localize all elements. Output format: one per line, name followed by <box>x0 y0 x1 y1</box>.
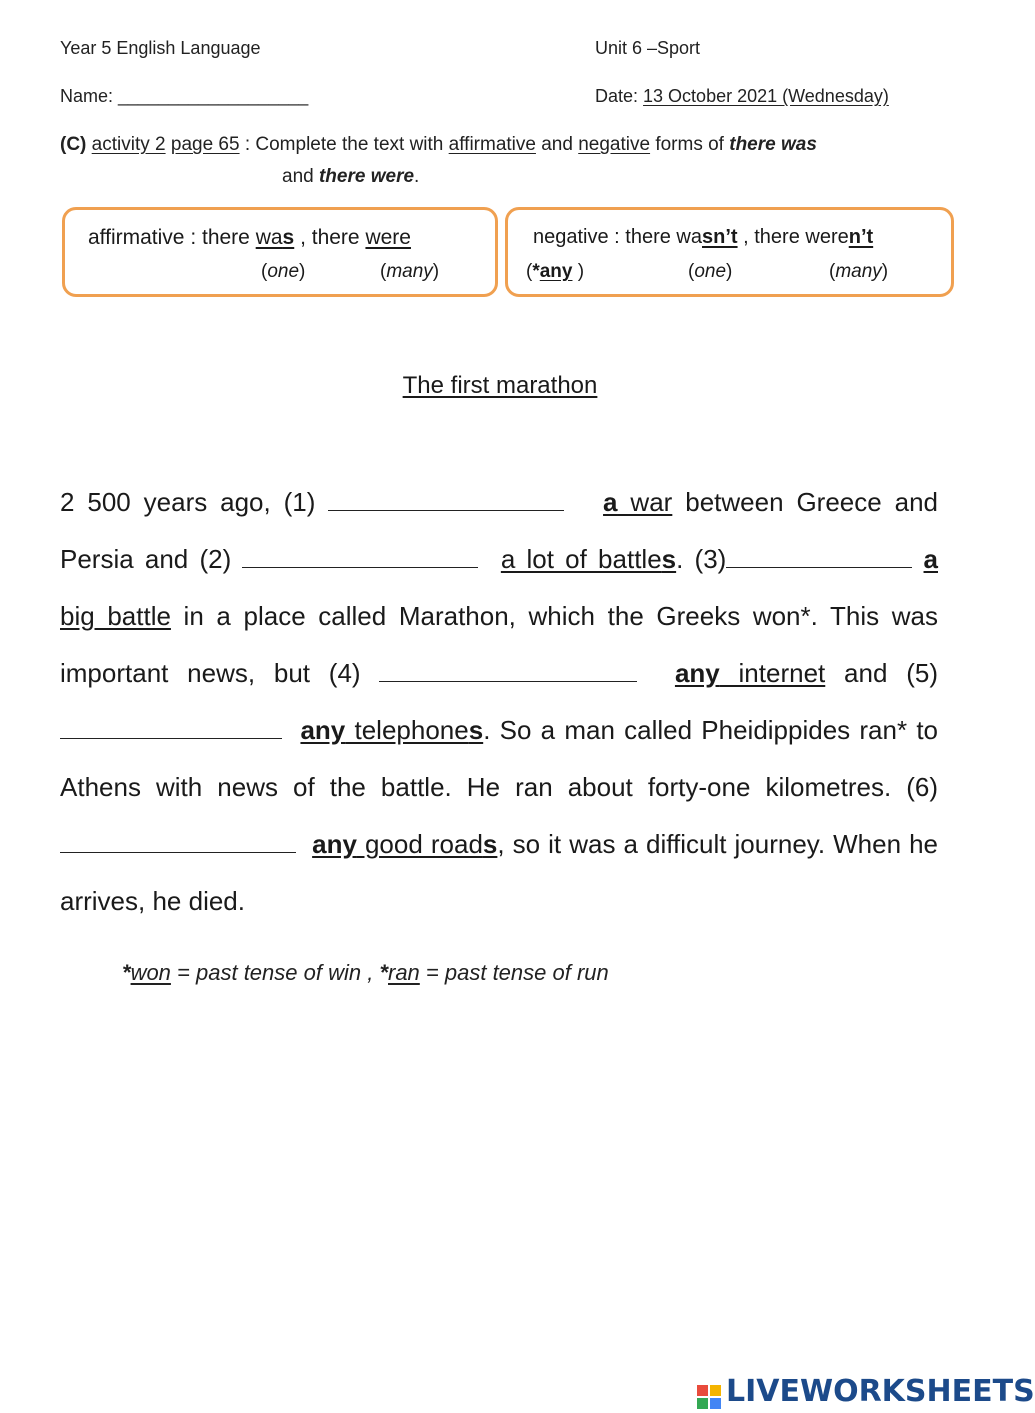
hint-any-3: any <box>312 829 357 859</box>
blank-4[interactable] <box>379 661 637 682</box>
footnote-star-1: * <box>122 960 131 985</box>
hint-tele: telephone <box>345 715 469 745</box>
instruction-and: and <box>535 134 579 155</box>
hint-internet <box>675 658 825 688</box>
affirmative-was <box>256 226 295 249</box>
unit-title: Unit 6 –Sport <box>595 38 701 58</box>
blank-2[interactable] <box>242 547 478 568</box>
instruction-and-2: and <box>282 166 319 187</box>
blank-1[interactable] <box>328 490 564 511</box>
blank-3[interactable] <box>726 547 912 568</box>
hint-war: war <box>617 487 673 517</box>
logo-text: LIVEWORKSHEETS <box>726 1374 1035 1409</box>
part-label: (C) <box>60 134 87 155</box>
negative-many-hint: (many) <box>829 261 889 282</box>
page-ref: page 65 <box>170 134 240 155</box>
blank-5[interactable] <box>60 718 282 739</box>
affirmative-one-hint: (one) <box>261 261 306 282</box>
hint-any-2: any <box>300 715 346 745</box>
blank-6[interactable] <box>60 832 296 853</box>
negative-rule <box>533 226 873 249</box>
hint-lot-s: s <box>661 544 677 574</box>
name-line <box>60 86 308 107</box>
was-stem: wa <box>255 226 283 249</box>
negative-box <box>505 207 954 297</box>
affirmative-word: affirmative <box>448 134 536 155</box>
date-line <box>595 86 889 107</box>
date-value: 13 October 2021 (Wednesday) <box>643 86 889 106</box>
one-word: one <box>267 261 300 282</box>
hint-a: a <box>603 487 618 517</box>
story-text-3: . (3) <box>676 544 727 574</box>
many-word: many <box>386 261 433 282</box>
negative-prefix: negative : there wa <box>533 226 702 248</box>
any-word: any <box>539 261 573 282</box>
name-label: Name: <box>60 86 119 106</box>
footnote-won: won <box>130 960 171 985</box>
hint-a-2: a <box>923 544 938 574</box>
story-text-1: 2 500 years ago, (1) <box>60 487 329 517</box>
date-label: Date: <box>595 86 644 106</box>
instruction-text: : Complete the text with <box>239 134 449 155</box>
affirmative-prefix: affirmative : there <box>88 226 256 249</box>
story-text-4: in a place called Marathon, which the Greeks won*. This was important news, but (4) <box>60 601 938 688</box>
footnote-text-1: = past tense of win , <box>170 960 380 985</box>
negative-any-hint: (*any ) <box>526 261 585 282</box>
hint-roads <box>312 829 497 859</box>
hint-battles <box>501 544 676 574</box>
instruction-line-2 <box>282 166 419 188</box>
story-title: The first marathon <box>402 372 598 399</box>
affirmative-box <box>62 207 498 297</box>
was-ending: s <box>282 226 295 249</box>
hint-internet-word: internet <box>719 658 826 688</box>
liveworksheets-icon <box>696 1384 722 1410</box>
hint-tele-s: s <box>468 715 484 745</box>
hint-a-war <box>603 487 672 517</box>
name-blank: ___________________ <box>118 86 309 106</box>
negative-werent: n’t <box>848 226 874 248</box>
affirmative-many-hint: (many) <box>380 261 440 282</box>
hint-telephones <box>300 715 483 745</box>
negative-one-hint: (one) <box>688 261 733 282</box>
instruction-text-2: forms of <box>650 134 730 155</box>
negative-mid: , there were <box>737 226 849 248</box>
story-text-5: and (5) <box>825 658 938 688</box>
hint-lot: a lot of battle <box>500 544 662 574</box>
hint-any-1: any <box>674 658 720 688</box>
one-word-neg: one <box>694 261 727 282</box>
many-word-neg: many <box>835 261 882 282</box>
hint-roads-word: good road <box>356 829 483 859</box>
story-text-7: , so it was a difficult journey. When he arrives, he died. <box>60 829 939 916</box>
instruction-period: . <box>414 166 420 187</box>
footnote-ran: ran <box>388 960 420 985</box>
story-text-6: . So a man called Pheidippides ran* to Athens with news of the battle. He ran about forty-one kilometres. (6) <box>60 715 938 802</box>
negative-wasnt: sn’t <box>702 226 738 248</box>
footnote-text-2: = past tense of run <box>419 960 609 985</box>
there-were-phrase: there were <box>318 166 415 187</box>
footnote <box>122 960 609 986</box>
activity-ref: activity 2 <box>91 134 166 155</box>
liveworksheets-logo <box>696 1374 1035 1410</box>
instruction-line-1 <box>60 134 817 156</box>
hint-roads-s: s <box>482 829 498 859</box>
affirmative-mid: , there <box>294 226 366 249</box>
affirmative-were: were <box>365 226 411 249</box>
story-text-2: between Greece and Persia and (2) <box>60 487 938 574</box>
affirmative-rule <box>88 226 411 250</box>
footnote-star-2: * <box>379 960 388 985</box>
story-paragraph <box>60 474 938 930</box>
there-was-phrase: there was <box>729 134 817 155</box>
negative-word: negative <box>578 134 651 155</box>
hint-big: big battle <box>60 601 171 631</box>
year-subject: Year 5 English Language <box>60 38 261 58</box>
